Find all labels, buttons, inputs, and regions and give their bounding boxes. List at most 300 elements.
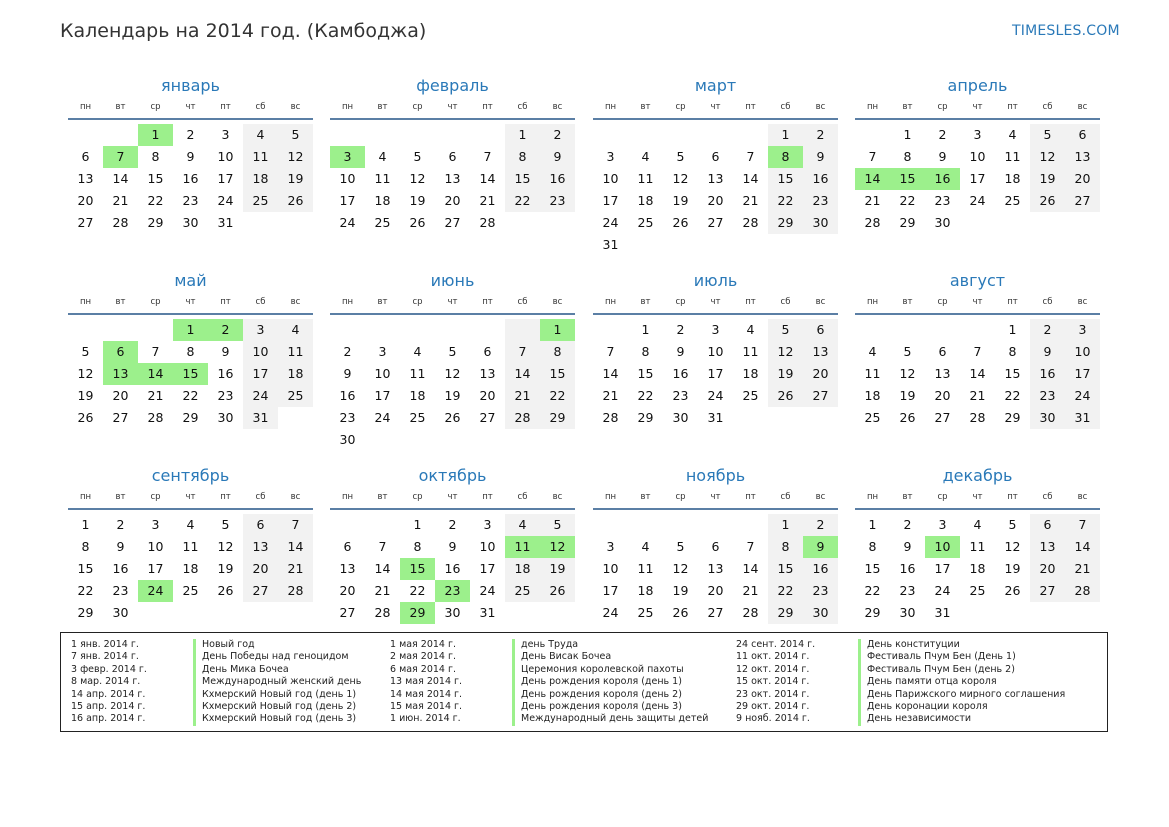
- day-cell: 19: [768, 363, 803, 385]
- day-cell: 29: [899, 215, 916, 230]
- day-cell: 15: [768, 168, 803, 190]
- day-cell: 12: [278, 146, 313, 168]
- empty-day-cell: [435, 319, 470, 341]
- weekday-label: вт: [377, 297, 388, 307]
- day-cell: 23: [934, 193, 951, 208]
- day-cell: 20: [339, 583, 356, 598]
- holiday-date: 11 окт. 2014 г.: [736, 651, 810, 663]
- day-cell: 14: [602, 366, 619, 381]
- weekday-label: ср: [412, 492, 423, 502]
- empty-day-cell: [470, 124, 505, 146]
- day-cell: 1: [413, 517, 422, 532]
- day-cell: 6: [711, 539, 720, 554]
- day-cell: 6: [938, 344, 947, 359]
- day-cell: 5: [540, 514, 575, 536]
- holiday-day-cell: 15: [173, 363, 208, 385]
- holiday-day-cell: 1: [138, 124, 173, 146]
- empty-day-cell: [855, 319, 890, 341]
- weekday-label: чт: [447, 102, 458, 112]
- day-cell: 2: [803, 124, 838, 146]
- day-cell: 3: [606, 539, 615, 554]
- weekday-header: [593, 490, 838, 510]
- day-cell: 23: [540, 190, 575, 212]
- holiday-name: Международный день защиты детей: [512, 713, 708, 725]
- weekday-label: ср: [412, 102, 423, 112]
- day-cell: 25: [278, 385, 313, 407]
- day-cell: 11: [637, 561, 654, 576]
- weekday-label: пн: [79, 492, 92, 502]
- holiday-date: 9 нояб. 2014 г.: [736, 713, 810, 725]
- month-name: июль: [693, 271, 738, 290]
- empty-day-cell: [733, 514, 768, 536]
- holiday-day-cell: 14: [138, 363, 173, 385]
- day-cell: 8: [903, 149, 912, 164]
- weekday-label: чт: [447, 297, 458, 307]
- day-cell: 18: [969, 561, 986, 576]
- weekday-label: пн: [866, 297, 879, 307]
- day-cell: 19: [217, 561, 234, 576]
- weekday-label: вс: [815, 492, 826, 502]
- month-calendar: [68, 72, 313, 234]
- day-cell: 12: [672, 171, 689, 186]
- day-cell: 28: [864, 215, 881, 230]
- month-calendar: [593, 267, 838, 429]
- weekday-label: пт: [482, 492, 493, 502]
- day-cell: 1: [903, 127, 912, 142]
- day-cell: 18: [742, 366, 759, 381]
- empty-day-cell: [365, 319, 400, 341]
- legend-row: [390, 639, 720, 651]
- empty-day-cell: [593, 124, 628, 146]
- holiday-date: 29 окт. 2014 г.: [736, 700, 810, 712]
- weekday-label: вс: [552, 492, 563, 502]
- legend-row: [390, 676, 720, 688]
- empty-day-cell: [330, 514, 365, 536]
- day-cell: 25: [1004, 193, 1021, 208]
- day-cell: 21: [864, 193, 881, 208]
- weekday-label: вс: [552, 102, 563, 112]
- day-cell: 22: [540, 385, 575, 407]
- day-cell: 21: [112, 193, 129, 208]
- day-cell: 9: [116, 539, 125, 554]
- day-cell: 28: [742, 215, 759, 230]
- legend-row: [71, 701, 401, 713]
- month-calendar: [330, 72, 575, 234]
- empty-day-cell: [628, 124, 663, 146]
- empty-day-cell: [330, 124, 365, 146]
- day-cell: 22: [77, 583, 94, 598]
- day-cell: 29: [77, 605, 94, 620]
- day-cell: 25: [969, 583, 986, 598]
- day-cell: 26: [278, 190, 313, 212]
- weekday-label: ср: [937, 297, 948, 307]
- day-cell: 1: [768, 514, 803, 536]
- day-cell: 6: [1065, 124, 1100, 146]
- weekday-label: чт: [972, 492, 983, 502]
- day-cell: 6: [343, 539, 352, 554]
- holiday-date: 3 февр. 2014 г.: [71, 663, 147, 675]
- weekday-label: пт: [220, 492, 231, 502]
- day-cell: 22: [147, 193, 164, 208]
- weekday-label: ср: [937, 102, 948, 112]
- day-cell: 12: [672, 561, 689, 576]
- day-cell: 17: [243, 363, 278, 385]
- day-cell: 29: [637, 410, 654, 425]
- day-cell: 27: [707, 605, 724, 620]
- day-cell: 23: [1030, 385, 1065, 407]
- holiday-day-cell: 2: [208, 319, 243, 341]
- day-cell: 5: [903, 344, 912, 359]
- empty-day-cell: [365, 124, 400, 146]
- holiday-day-cell: 13: [103, 363, 138, 385]
- month-calendar: [593, 462, 838, 624]
- day-cell: 9: [343, 366, 352, 381]
- holiday-date: 15 окт. 2014 г.: [736, 676, 810, 688]
- weekday-label: пт: [220, 297, 231, 307]
- day-cell: 15: [77, 561, 94, 576]
- day-cell: 7: [746, 539, 755, 554]
- month-calendar: [330, 267, 575, 451]
- holiday-day-cell: 15: [890, 168, 925, 190]
- holiday-name: Новый год: [193, 639, 255, 651]
- day-cell: 30: [803, 602, 838, 624]
- day-cell: 26: [77, 410, 94, 425]
- weekday-header: [68, 100, 313, 120]
- day-cell: 24: [243, 385, 278, 407]
- holiday-day-cell: 1: [173, 319, 208, 341]
- day-cell: 5: [676, 149, 685, 164]
- empty-day-cell: [68, 124, 103, 146]
- day-cell: 13: [444, 171, 461, 186]
- holiday-day-cell: 1: [540, 319, 575, 341]
- holiday-date: 7 янв. 2014 г.: [71, 651, 139, 663]
- weekday-header: [855, 100, 1100, 120]
- weekday-label: пт: [482, 297, 493, 307]
- empty-day-cell: [505, 319, 540, 341]
- day-cell: 8: [413, 539, 422, 554]
- legend-row: [736, 664, 1066, 676]
- day-cell: 30: [182, 215, 199, 230]
- day-cell: 31: [217, 215, 234, 230]
- holiday-day-cell: 8: [768, 146, 803, 168]
- day-cell: 25: [505, 580, 540, 602]
- day-cell: 10: [602, 561, 619, 576]
- day-cell: 9: [938, 149, 947, 164]
- empty-day-cell: [103, 124, 138, 146]
- holiday-date: 15 апр. 2014 г.: [71, 700, 146, 712]
- day-cell: 22: [768, 190, 803, 212]
- day-cell: 14: [112, 171, 129, 186]
- day-cell: 5: [448, 344, 457, 359]
- day-cell: 30: [934, 215, 951, 230]
- weekday-label: вс: [290, 492, 301, 502]
- weekday-label: пн: [341, 102, 354, 112]
- month-calendar: [68, 462, 313, 624]
- day-cell: 8: [186, 344, 195, 359]
- day-cell: 29: [864, 605, 881, 620]
- day-cell: 18: [409, 388, 426, 403]
- day-cell: 4: [278, 319, 313, 341]
- day-cell: 29: [1004, 410, 1021, 425]
- holiday-name: Фестиваль Пчум Бен (день 2): [858, 664, 1015, 676]
- legend-row: [736, 701, 1066, 713]
- weekday-label: сб: [780, 297, 791, 307]
- day-cell: 26: [672, 215, 689, 230]
- day-cell: 21: [147, 388, 164, 403]
- day-cell: 30: [1030, 407, 1065, 429]
- empty-day-cell: [890, 319, 925, 341]
- day-cell: 28: [505, 407, 540, 429]
- holiday-name: Кхмерский Новый год (день 2): [193, 701, 356, 713]
- weekday-label: ср: [675, 102, 686, 112]
- day-cell: 16: [803, 168, 838, 190]
- day-cell: 8: [868, 539, 877, 554]
- day-cell: 22: [1004, 388, 1021, 403]
- holiday-date: 12 окт. 2014 г.: [736, 663, 810, 675]
- day-cell: 2: [448, 517, 457, 532]
- day-cell: 11: [409, 366, 426, 381]
- day-cell: 13: [479, 366, 496, 381]
- weekday-label: пн: [341, 492, 354, 502]
- day-cell: 9: [540, 146, 575, 168]
- day-cell: 11: [243, 146, 278, 168]
- weekday-label: пн: [79, 297, 92, 307]
- day-cell: 28: [602, 410, 619, 425]
- weekday-label: чт: [447, 492, 458, 502]
- weekday-label: сб: [1042, 297, 1053, 307]
- day-cell: 23: [112, 583, 129, 598]
- day-cell: 20: [934, 388, 951, 403]
- day-cell: 10: [1065, 341, 1100, 363]
- month-name: январь: [161, 76, 220, 95]
- day-cell: 3: [973, 127, 982, 142]
- day-cell: 7: [1065, 514, 1100, 536]
- day-grid: [593, 124, 838, 256]
- day-cell: 2: [676, 322, 685, 337]
- day-grid: [330, 124, 575, 234]
- day-cell: 1: [81, 517, 90, 532]
- legend-row: [71, 664, 401, 676]
- day-cell: 21: [278, 558, 313, 580]
- day-cell: 6: [81, 149, 90, 164]
- day-cell: 4: [641, 149, 650, 164]
- legend-row: [390, 713, 720, 725]
- holiday-name: День рождения короля (день 1): [512, 676, 682, 688]
- empty-day-cell: [330, 319, 365, 341]
- weekday-label: сб: [1042, 492, 1053, 502]
- legend-row: [736, 713, 1066, 725]
- weekday-label: сб: [780, 102, 791, 112]
- legend-row: [736, 651, 1066, 663]
- weekday-label: вс: [1077, 297, 1088, 307]
- day-cell: 27: [112, 410, 129, 425]
- weekday-label: вс: [1077, 492, 1088, 502]
- day-cell: 29: [182, 410, 199, 425]
- weekday-label: вс: [815, 297, 826, 307]
- day-cell: 11: [637, 171, 654, 186]
- day-cell: 14: [742, 171, 759, 186]
- day-cell: 13: [1030, 536, 1065, 558]
- weekday-label: вс: [290, 297, 301, 307]
- day-cell: 10: [479, 539, 496, 554]
- day-cell: 16: [1030, 363, 1065, 385]
- legend-row: [390, 701, 720, 713]
- day-cell: 28: [147, 410, 164, 425]
- day-cell: 28: [742, 605, 759, 620]
- weekday-label: чт: [185, 297, 196, 307]
- day-cell: 22: [899, 193, 916, 208]
- day-cell: 20: [707, 193, 724, 208]
- day-cell: 12: [217, 539, 234, 554]
- holiday-name: День Мика Бочеа: [193, 664, 289, 676]
- day-cell: 3: [221, 127, 230, 142]
- legend-row: [736, 689, 1066, 701]
- day-cell: 2: [1030, 319, 1065, 341]
- day-cell: 4: [641, 539, 650, 554]
- day-cell: 27: [1065, 190, 1100, 212]
- day-cell: 12: [899, 366, 916, 381]
- weekday-label: сб: [517, 297, 528, 307]
- day-cell: 7: [151, 344, 160, 359]
- day-cell: 10: [707, 344, 724, 359]
- day-cell: 20: [479, 388, 496, 403]
- day-cell: 4: [378, 149, 387, 164]
- day-cell: 23: [803, 580, 838, 602]
- weekday-label: сб: [255, 297, 266, 307]
- day-cell: 17: [602, 193, 619, 208]
- day-cell: 3: [151, 517, 160, 532]
- day-cell: 23: [899, 583, 916, 598]
- day-cell: 10: [243, 341, 278, 363]
- day-grid: [855, 514, 1100, 624]
- day-cell: 1: [868, 517, 877, 532]
- day-cell: 17: [969, 171, 986, 186]
- day-cell: 5: [676, 539, 685, 554]
- day-cell: 8: [1008, 344, 1017, 359]
- day-cell: 16: [444, 561, 461, 576]
- empty-day-cell: [400, 319, 435, 341]
- weekday-label: чт: [710, 102, 721, 112]
- legend-row: [71, 713, 401, 725]
- day-cell: 13: [243, 536, 278, 558]
- legend-row: [71, 689, 401, 701]
- day-cell: 1: [505, 124, 540, 146]
- day-cell: 18: [374, 193, 391, 208]
- day-cell: 16: [182, 171, 199, 186]
- holiday-day-cell: 23: [435, 580, 470, 602]
- legend-row: [390, 664, 720, 676]
- day-cell: 17: [217, 171, 234, 186]
- day-cell: 19: [278, 168, 313, 190]
- month-name: апрель: [947, 76, 1008, 95]
- legend-row: [390, 651, 720, 663]
- day-cell: 14: [1065, 536, 1100, 558]
- day-cell: 24: [479, 583, 496, 598]
- day-cell: 26: [540, 580, 575, 602]
- holiday-day-cell: 14: [855, 168, 890, 190]
- weekday-label: чт: [710, 297, 721, 307]
- day-cell: 17: [707, 366, 724, 381]
- day-cell: 13: [934, 366, 951, 381]
- day-cell: 2: [540, 124, 575, 146]
- day-cell: 18: [243, 168, 278, 190]
- month-name: февраль: [416, 76, 489, 95]
- day-cell: 22: [182, 388, 199, 403]
- weekday-label: ср: [150, 492, 161, 502]
- day-cell: 2: [343, 344, 352, 359]
- day-cell: 1: [768, 124, 803, 146]
- weekday-label: пн: [604, 297, 617, 307]
- day-cell: 12: [768, 341, 803, 363]
- day-cell: 16: [803, 558, 838, 580]
- day-cell: 5: [81, 344, 90, 359]
- day-cell: 14: [374, 561, 391, 576]
- day-cell: 18: [637, 583, 654, 598]
- day-cell: 7: [483, 149, 492, 164]
- weekday-label: пн: [79, 102, 92, 112]
- legend-row: [71, 676, 401, 688]
- holiday-date: 14 мая 2014 г.: [390, 688, 463, 700]
- weekday-label: вс: [815, 102, 826, 112]
- weekday-label: вт: [115, 102, 126, 112]
- holiday-date: 14 апр. 2014 г.: [71, 688, 146, 700]
- empty-day-cell: [593, 514, 628, 536]
- empty-day-cell: [733, 124, 768, 146]
- weekday-label: сб: [517, 492, 528, 502]
- day-cell: 14: [278, 536, 313, 558]
- day-cell: 17: [147, 561, 164, 576]
- day-cell: 15: [147, 171, 164, 186]
- brand-link[interactable]: TIMESLES.COM: [1012, 23, 1120, 39]
- holiday-day-cell: 29: [400, 602, 435, 624]
- day-cell: 21: [742, 193, 759, 208]
- empty-day-cell: [925, 319, 960, 341]
- day-cell: 31: [602, 237, 619, 252]
- weekday-header: [330, 100, 575, 120]
- weekday-header: [593, 100, 838, 120]
- weekday-header: [855, 490, 1100, 510]
- weekday-label: ср: [675, 297, 686, 307]
- day-cell: 25: [243, 190, 278, 212]
- holiday-date: 6 мая 2014 г.: [390, 663, 456, 675]
- day-cell: 6: [711, 149, 720, 164]
- day-cell: 29: [768, 602, 803, 624]
- day-cell: 15: [637, 366, 654, 381]
- holiday-name: День конституции: [858, 639, 960, 651]
- day-cell: 19: [672, 193, 689, 208]
- day-cell: 21: [374, 583, 391, 598]
- day-cell: 1: [1008, 322, 1017, 337]
- day-cell: 26: [899, 410, 916, 425]
- day-cell: 9: [221, 344, 230, 359]
- holiday-date: 8 мар. 2014 г.: [71, 676, 141, 688]
- month-name: октябрь: [418, 466, 487, 485]
- day-cell: 27: [444, 215, 461, 230]
- day-cell: 3: [938, 517, 947, 532]
- day-cell: 28: [479, 215, 496, 230]
- weekday-label: ср: [675, 492, 686, 502]
- weekday-label: пн: [866, 492, 879, 502]
- day-cell: 12: [1004, 539, 1021, 554]
- day-cell: 3: [243, 319, 278, 341]
- weekday-label: сб: [517, 102, 528, 112]
- month-name: май: [174, 271, 207, 290]
- day-cell: 18: [1004, 171, 1021, 186]
- empty-day-cell: [663, 514, 698, 536]
- day-cell: 30: [217, 410, 234, 425]
- day-cell: 19: [899, 388, 916, 403]
- day-cell: 30: [339, 432, 356, 447]
